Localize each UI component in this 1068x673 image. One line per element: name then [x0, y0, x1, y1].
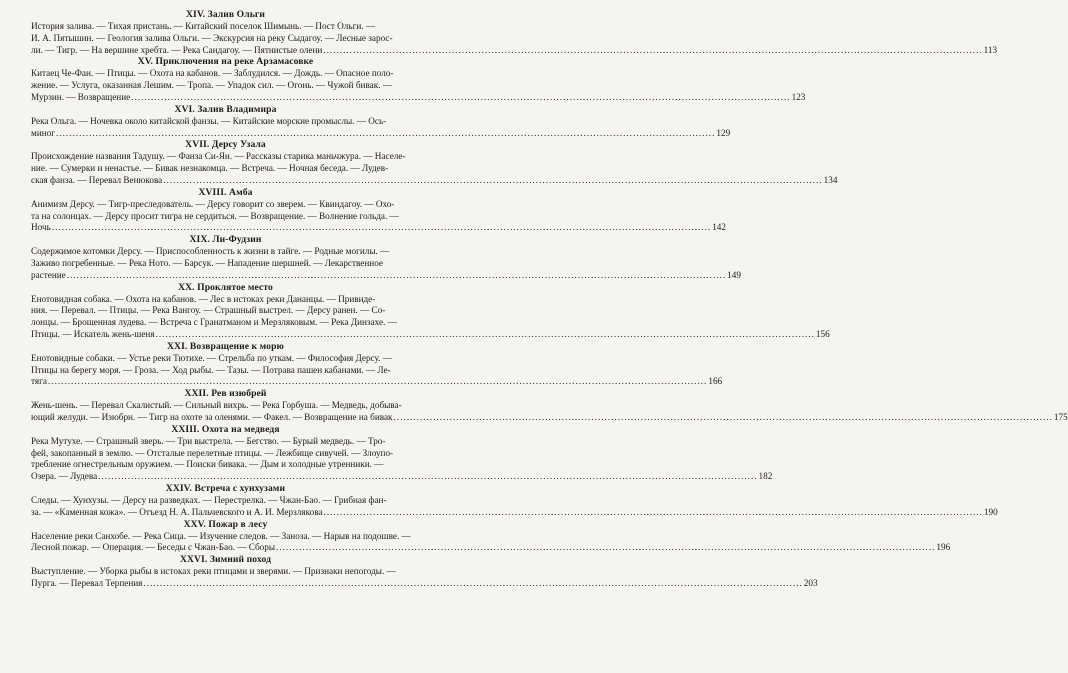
- chapter-summary-line: [31, 376, 723, 388]
- chapter-summary-line: [31, 44, 998, 57]
- toc-chapter: [31, 518, 951, 555]
- toc-chapter: [31, 482, 998, 519]
- dot-leader: ........................................................................................................................................................................................................: [47, 376, 708, 387]
- chapter-summary-line: История залива. — Тихая пристань. — Китайский поселок Шимынь. — Пост Ольги. —: [31, 21, 376, 31]
- dot-leader: ........................................................................................................................................................................................................: [155, 328, 815, 339]
- toc-chapter: [31, 56, 806, 103]
- chapter-title: XX. Проклятое место: [178, 281, 273, 293]
- dot-leader: ........................................................................................................................................................................................................: [143, 577, 803, 588]
- chapter-summary-line: требление огнестрельным оружием. — Поиски бивака. — Дым и холодные утренники. —: [31, 459, 384, 470]
- toc-chapter: [31, 186, 726, 234]
- toc-chapter: [31, 103, 731, 140]
- chapter-title: XV. Приключения на реке Арзамасовке: [137, 56, 314, 68]
- toc-chapter: [31, 340, 723, 388]
- chapter-summary-line: [31, 577, 818, 590]
- chapter-summary-line: Заживо погребенные. — Река Ното. — Барсук. — Нападение шершней. — Лекарственное: [31, 257, 384, 268]
- chapter-summary-text: Пурга. — Перевал Терпения: [31, 577, 143, 588]
- chapter-summary-line: [31, 506, 998, 519]
- chapter-summary-line: [31, 174, 838, 187]
- chapter-summary-line: Река Ольга. — Ночевка около китайской фанзы. — Китайские морские промыслы. — Ось-: [31, 115, 387, 126]
- chapter-summary-text: Озера. — Лудева: [31, 471, 98, 482]
- chapter-summary-line: та на солонцах. — Дерсу просит тигра не сердиться. — Возвращение. — Волнение гольда. —: [31, 210, 399, 221]
- chapter-summary-text: ли. — Тигр. — На вершине хребта. — Река Сандагоу. — Пятнистые олени: [31, 44, 323, 55]
- chapter-title: XIV. Залив Ольги: [186, 9, 265, 20]
- page-number: 182: [758, 471, 773, 482]
- chapter-summary-line: жение. — Услуга, оказанная Лешим. — Тропа. — Упадок сил. — Огонь. — Чужой бивак. —: [31, 80, 393, 91]
- chapter-summary-line: И. А. Пятышин. — Геология залива Ольги. — Экскурсия на реку Сыдагоу. — Лесные зарос-: [31, 32, 393, 43]
- chapter-summary-line: Енотовидные собаки. — Устье реки Тютихе. — Стрельба по уткам. — Философия Дерсу. —: [31, 352, 392, 363]
- chapter-summary-text: ющий желуди. — Изюбрн. — Тигр на охоте за оленями. — Факел. — Возвращение на бивак: [31, 411, 393, 422]
- page-number: 113: [983, 44, 998, 55]
- dot-leader: ........................................................................................................................................................................................................: [131, 91, 791, 102]
- chapter-summary-line: [31, 542, 951, 554]
- chapter-summary-line: Китаец Че-Фан. — Птицы. — Охота на кабанов. — Заблудился. — Дождь. — Опасное поло-: [31, 68, 394, 79]
- chapter-summary-line: [31, 127, 731, 140]
- chapter-summary-text: Птицы. — Искатель жень-шеня: [31, 328, 155, 339]
- chapter-title: XXIII. Охота на медведя: [171, 423, 280, 435]
- dot-leader: ........................................................................................................................................................................................................: [276, 542, 936, 553]
- dot-leader: ........................................................................................................................................................................................................: [163, 174, 823, 185]
- chapter-summary-line: [31, 222, 726, 234]
- chapter-summary-line: [31, 471, 773, 483]
- page-number: 175: [1053, 411, 1068, 422]
- page-number: 129: [716, 127, 731, 138]
- chapter-summary-line: Река Мутухе. — Страшный зверь. — Три выстрела. — Бегство. — Бурый медведь. — Тро-: [31, 435, 386, 446]
- page-number: 156: [815, 328, 830, 339]
- chapter-summary-text: миног: [31, 127, 56, 138]
- dot-leader: ........................................................................................................................................................................................................: [323, 506, 983, 517]
- dot-leader: ........................................................................................................................................................................................................: [56, 127, 716, 138]
- chapter-title: XXVI. Зимний поход: [179, 554, 272, 566]
- chapter-summary-line: лонцы. — Брошенная лудева. — Встреча с Гранатманом и Мерзляковым. — Река Динзахе. —: [31, 317, 397, 328]
- dot-leader: ........................................................................................................................................................................................................: [393, 411, 1053, 422]
- chapter-summary-line: Следы. — Хунхузы. — Дерсу на разведках. — Перестрелка. — Чжан-Бао. — Грибная фан-: [31, 494, 387, 505]
- chapter-summary-line: [31, 91, 806, 104]
- dot-leader: ........................................................................................................................................................................................................: [98, 471, 758, 482]
- chapter-title: XIX. Ли-Фудзин: [189, 234, 262, 246]
- chapter-title: XVIII. Амба: [198, 186, 253, 198]
- chapter-summary-line: Происхождение названия Тадушу. — Фанза Си-Ян. — Рассказы старика маньчжура. — Населе-: [31, 151, 406, 162]
- chapter-summary-line: [31, 411, 1068, 424]
- chapter-summary-text: за. — «Каменная кожа». — Отъезд Н. А. Пальчевского и А. И. Мерзлякова: [31, 506, 323, 517]
- chapter-summary-line: фей, закопанный в землю. — Отсталые перелетные птицы. — Лежбище сивучей. — Злоупо-: [31, 447, 394, 458]
- page-number: 123: [791, 91, 806, 102]
- chapter-title: XVII. Дерсу Узала: [185, 139, 266, 151]
- page-number: 166: [708, 376, 723, 387]
- page-number: 142: [712, 222, 726, 233]
- page-number: 149: [727, 269, 741, 280]
- dot-leader: ........................................................................................................................................................................................................: [323, 44, 983, 55]
- toc-chapter: [31, 423, 773, 483]
- dot-leader: ........................................................................................................................................................................................................: [51, 222, 712, 233]
- toc-chapter: [31, 281, 830, 341]
- chapter-summary-line: Птицы на берегу моря. — Гроза. — Ход рыбы. — Тазы. — Потрава пашен кабанами. — Ле-: [31, 364, 391, 375]
- toc-chapter: [31, 234, 741, 281]
- chapter-summary-line: Жень-шень. — Перевал Скалистый. — Сильный вихрь. — Река Горбуша. — Медведь, добыва-: [31, 400, 402, 411]
- toc-chapter: [31, 388, 1068, 424]
- chapter-title: XXIV. Встреча с хунхузами: [165, 482, 286, 494]
- page-number: 190: [983, 506, 998, 517]
- chapter-summary-line: [31, 328, 830, 341]
- page-number: 196: [936, 542, 951, 553]
- chapter-summary-line: ние. — Сумерки и ненастье. — Бивак незнакомца. — Встреча. — Ночная беседа. — Лудев-: [31, 163, 389, 174]
- chapter-summary-line: ния. — Перевал. — Птицы. — Река Вангоу. — Страшный выстрел. — Дерсу ранен. — Со-: [31, 305, 386, 316]
- chapter-summary-line: [31, 269, 741, 282]
- chapter-summary-line: Население реки Санхобе. — Река Сица. — Изучение следов. — Заноза. — Нарыв на подошве. —: [31, 530, 411, 541]
- chapter-summary-text: растение: [31, 269, 66, 280]
- chapter-title: XXI. Возвращение к морю: [167, 340, 284, 352]
- chapter-summary-text: Мурзин. — Возвращение: [31, 91, 131, 102]
- chapter-summary-text: тяга: [31, 376, 47, 387]
- chapter-summary-line: Содержимое котомки Дерсу. — Приспособленность к жизни в тайге. — Родные могилы. —: [31, 246, 390, 257]
- chapter-summary-text: Ночь: [31, 222, 51, 233]
- chapter-summary-line: Енотовидная собака. — Охота на кабанов. — Лес в истоках реки Дананцы. — Привиде-: [31, 293, 376, 304]
- toc-chapter: [31, 9, 998, 56]
- chapter-title: XXII. Рев изюбрей: [184, 388, 267, 400]
- page-number: 134: [823, 174, 838, 185]
- page-number: 203: [803, 577, 818, 588]
- chapter-summary-line: Выступление. — Уборка рыбы в истоках реки птицами и зверями. — Признаки непогоды. —: [31, 566, 396, 577]
- toc-chapter: [31, 554, 818, 590]
- chapter-title: XVI. Залив Владимира: [174, 103, 277, 115]
- chapter-summary-line: Анимизм Дерсу. — Тигр-преследователь. — Дерсу говорит со зверем. — Квиндагоу. — Охо-: [31, 198, 395, 209]
- chapter-title: XXV. Пожар в лесу: [183, 518, 268, 530]
- chapter-summary-text: Лесной пожар. — Операция. — Беседы с Чжан-Бао. — Сборы: [31, 542, 276, 553]
- chapter-summary-text: ская фанза. — Перевал Венюкова: [31, 174, 163, 185]
- dot-leader: ........................................................................................................................................................................................................: [66, 269, 727, 280]
- toc-chapter: [31, 139, 838, 186]
